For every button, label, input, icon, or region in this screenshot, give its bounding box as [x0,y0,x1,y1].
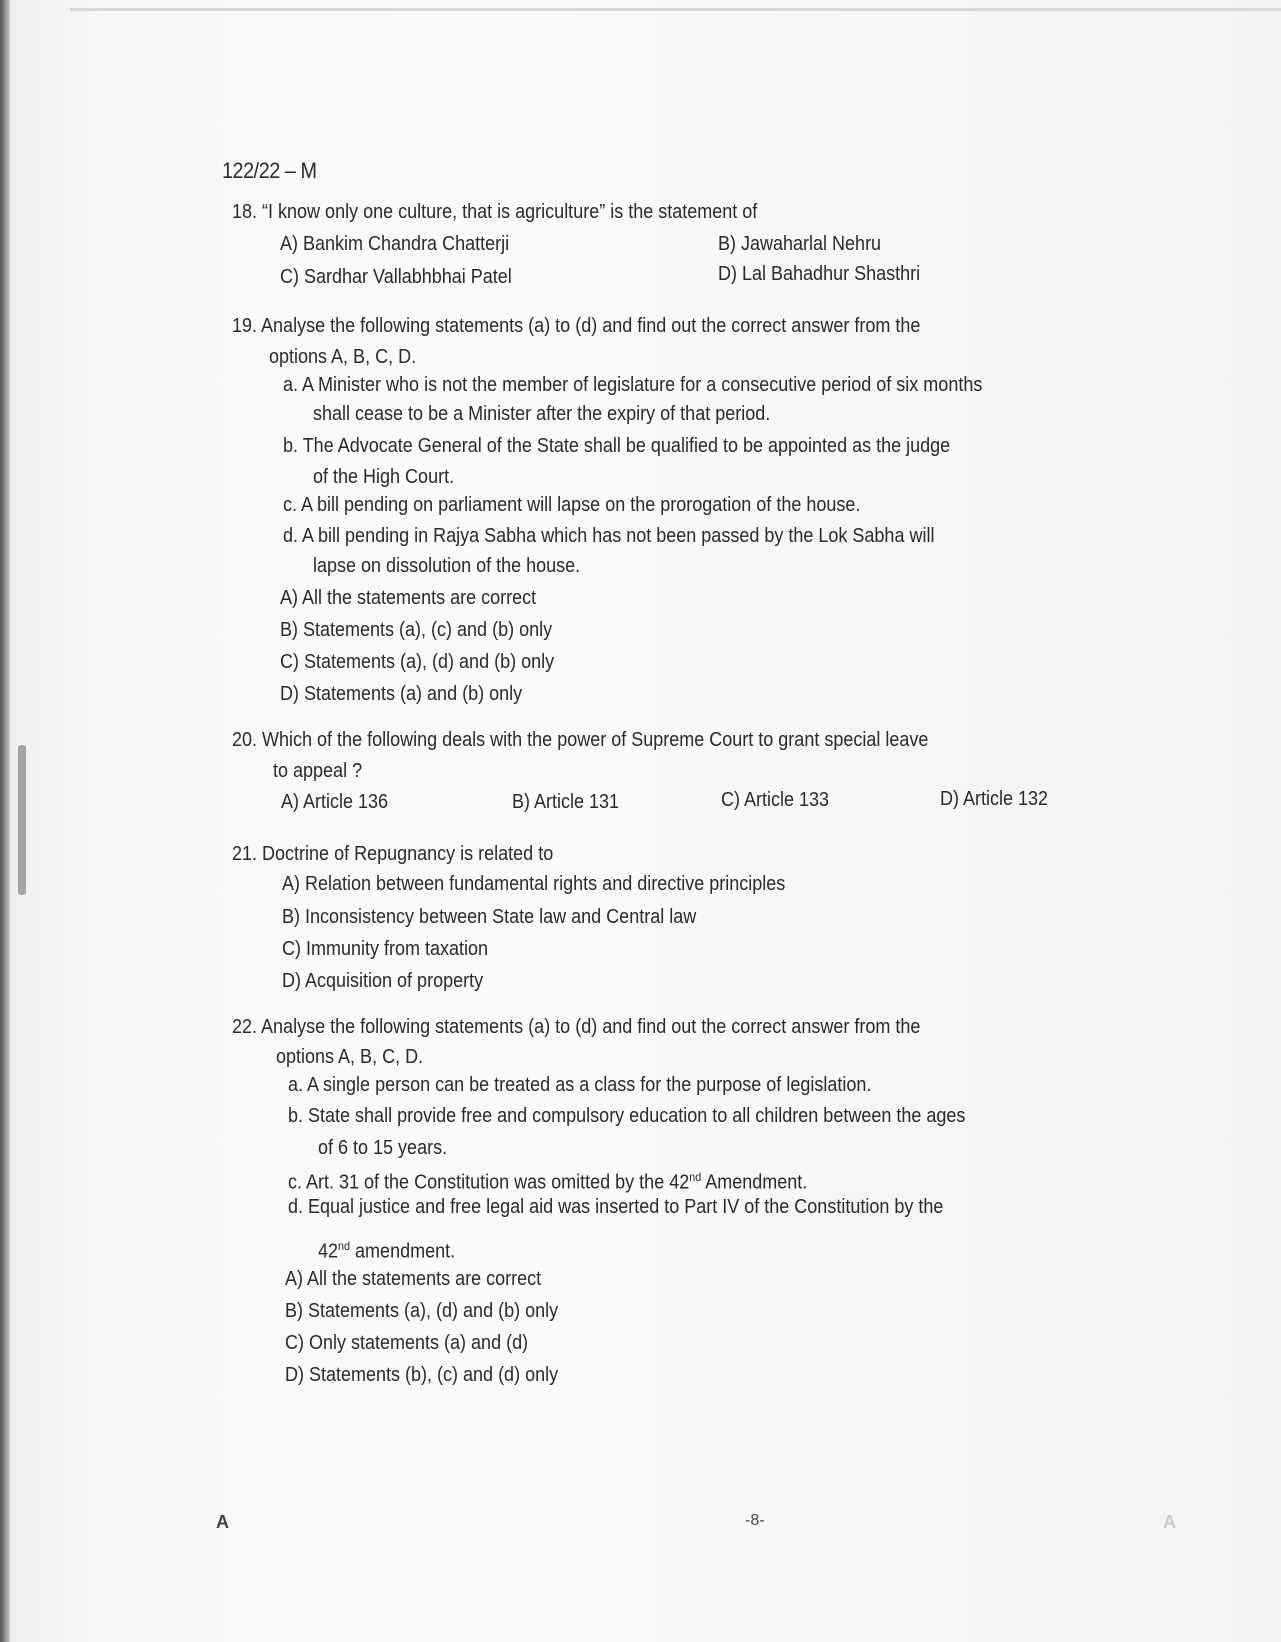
page-number: -8- [745,1512,765,1529]
question-22 [232,1015,920,1039]
footer-series-right: A [1163,1512,1176,1532]
q21-option-d: D) Acquisition of property [282,970,484,992]
q22-option-c: C) Only statements (a) and (d) [285,1332,529,1354]
question-18 [232,200,757,224]
q18-option-d: D) Lal Bahadhur Shasthri [718,263,921,285]
q22-option-a: A) All the statements are correct [285,1268,542,1290]
scan-left-edge [0,0,10,1642]
q19-statement-a-cont: shall cease to be a Minister after the expiry of that period. [313,403,771,425]
statement-text: 42 [318,1240,339,1263]
q22-statement-a: a. A single person can be treated as a class for the purpose of legislation. [288,1074,872,1096]
q21-option-b: B) Inconsistency between State law and Central law [282,906,697,928]
q19-option-b: B) Statements (a), (c) and (b) only [280,619,553,641]
q19-option-c: C) Statements (a), (d) and (b) only [280,651,555,673]
question-text: Which of the following deals with the power of Supreme Court to grant special leave [262,729,929,751]
q20-text-line2: to appeal ? [273,760,363,782]
statement-text: amendment. [350,1240,456,1263]
statement-text: c. Art. 31 of the Constitution was omitted by the 42 [288,1171,690,1194]
q19-statement-d-cont: lapse on dissolution of the house. [313,555,581,577]
q22-option-d: D) Statements (b), (c) and (d) only [285,1364,559,1386]
q19-statement-c: c. A bill pending on parliament will lapse on the prorogation of the house. [283,494,861,516]
footer-series-left: A [216,1512,229,1532]
q22-option-b: B) Statements (a), (d) and (b) only [285,1300,559,1322]
question-20 [232,728,928,752]
q18-option-c: C) Sardhar Vallabhbhai Patel [280,266,512,288]
question-number: 18. [232,201,258,223]
q22-statement-b: b. State shall provide free and compulsory education to all children between the ages [288,1105,966,1127]
q22-text-line2: options A, B, C, D. [276,1046,424,1068]
q18-option-b: B) Jawaharlal Nehru [718,233,882,255]
ordinal-suffix: nd [689,1170,702,1184]
q20-option-c: C) Article 133 [721,789,830,811]
q19-statement-b-cont: of the High Court. [313,466,455,488]
question-21 [232,842,553,866]
q19-option-a: A) All the statements are correct [280,587,537,609]
q20-option-d: D) Article 132 [940,788,1049,810]
q19-statement-d: d. A bill pending in Rajya Sabha which has not been passed by the Lok Sabha will [283,525,935,547]
question-number: 20. [232,729,258,751]
q20-option-a: A) Article 136 [281,791,389,813]
q22-statement-b-cont: of 6 to 15 years. [318,1137,448,1159]
question-number: 19. [232,315,258,337]
question-number: 22. [232,1016,258,1038]
ordinal-suffix: nd [338,1239,351,1253]
question-number: 21. [232,843,258,865]
q21-option-a: A) Relation between fundamental rights and directive principles [282,873,786,895]
q20-option-b: B) Article 131 [512,791,620,813]
scan-top-edge [70,8,1281,11]
q19-statement-a: a. A Minister who is not the member of legislature for a consecutive period of six months [283,374,983,396]
q19-statement-b: b. The Advocate General of the State shall be qualified to be appointed as the judge [283,435,951,457]
question-text: Analyse the following statements (a) to (d) and find out the correct answer from the [261,1016,921,1038]
question-text: “I know only one culture, that is agriculture” is the statement of [262,201,758,223]
q22-statement-c [288,1165,807,1195]
q19-text-line2: options A, B, C, D. [269,346,417,368]
q19-option-d: D) Statements (a) and (b) only [280,683,523,705]
question-text: Doctrine of Repugnancy is related to [262,843,554,865]
q21-option-c: C) Immunity from taxation [282,938,489,960]
scan-artifact [18,745,26,895]
exam-page [10,0,1281,1642]
q22-statement-d-cont [318,1234,455,1264]
statement-text: Amendment. [701,1171,808,1194]
paper-code: 122/22 – M [222,158,317,183]
question-text: Analyse the following statements (a) to (d) and find out the correct answer from the [261,315,921,337]
question-19 [232,314,920,338]
q18-option-a: A) Bankim Chandra Chatterji [280,233,510,255]
q22-statement-d: d. Equal justice and free legal aid was inserted to Part IV of the Constitution by the [288,1196,944,1218]
